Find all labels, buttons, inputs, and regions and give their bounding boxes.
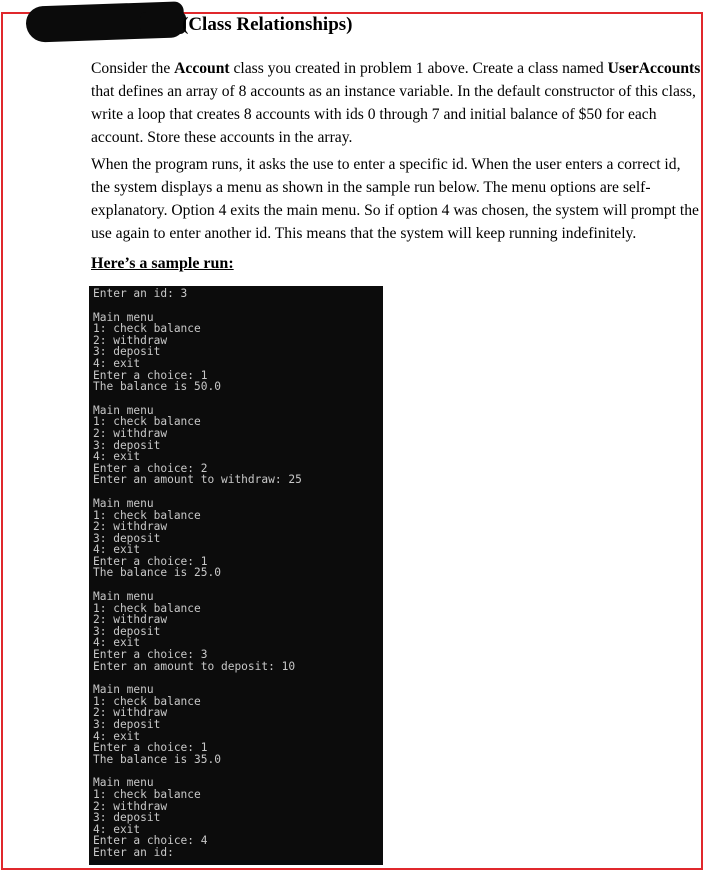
paragraph-intro <box>91 57 701 149</box>
console-line: 3: deposit <box>93 345 161 359</box>
console-line: 3: deposit <box>93 531 161 545</box>
console-line: Main menu <box>93 776 154 790</box>
console-line: 4: exit <box>93 543 141 557</box>
console-line: 1: check balance <box>93 322 201 336</box>
console-line: The balance is 25.0 <box>93 566 221 580</box>
console-line: 1: check balance <box>93 415 201 429</box>
console-line: 4: exit <box>93 636 141 650</box>
console-line: 1: check balance <box>93 508 201 522</box>
console-output <box>89 286 383 865</box>
console-line: 2: withdraw <box>93 520 168 534</box>
console-line: The balance is 50.0 <box>93 380 221 394</box>
console-line: 2: withdraw <box>93 426 168 440</box>
console-line: Enter a choice: 2 <box>93 461 208 475</box>
console-line: Enter an id: <box>93 845 174 859</box>
console-line: Enter a choice: 1 <box>93 554 208 568</box>
console-line: 2: withdraw <box>93 333 168 347</box>
text-run: that defines an array of 8 accounts as an instance variable. In the default constructor of this class, write a loop that creates 8 accounts with ids 0 through 7 and initial balance of $50 for each account. Store these accounts in the array. <box>91 83 696 146</box>
console-line: 3: deposit <box>93 438 161 452</box>
paragraph-behavior: When the program runs, it asks the use to enter a specific id. When the user enters a correct id, the system displays a menu as shown in the sample run below. The menu options are self-explanatory. Option 4 exits the main menu. So if option 4 was chosen, the system will prompt the use again to enter another id. This means that the system will keep running indefinitely. <box>91 156 699 242</box>
console-line: 3: deposit <box>93 718 161 731</box>
bold-class-account: Account <box>174 60 230 77</box>
console-line: 4: exit <box>93 356 141 370</box>
console-line: Main menu <box>93 310 154 324</box>
console-line: Enter a choice: 3 <box>93 648 208 662</box>
console-gap <box>93 393 383 405</box>
console-line: 2: withdraw <box>93 799 168 813</box>
console-line: Enter an amount to withdraw: 25 <box>93 473 302 487</box>
console-line: 4: exit <box>93 450 141 464</box>
console-line: Main menu <box>93 403 154 417</box>
console-line: 1: check balance <box>93 694 201 708</box>
console-line: 4: exit <box>93 822 141 836</box>
console-gap <box>93 300 383 312</box>
console-line: Enter a choice: 1 <box>93 741 208 755</box>
console-line: Enter a choice: 1 <box>93 368 208 382</box>
console-line: The balance is 35.0 <box>93 752 221 766</box>
console-line: Main menu <box>93 496 154 510</box>
text-run: class you created in problem 1 above. Create a class named <box>229 60 608 77</box>
sample-run-heading: Here’s a sample run: <box>91 255 234 272</box>
redacted-mark-tail <box>140 12 186 34</box>
console-line: Main menu <box>93 683 154 697</box>
console-line: 2: withdraw <box>93 613 168 627</box>
console-line: Enter a choice: 4 <box>93 834 208 848</box>
text-run: Consider the <box>91 60 175 77</box>
console-line: 1: check balance <box>93 787 201 801</box>
console-line: 3: deposit <box>93 811 161 825</box>
section-title: (Class Relationships) <box>182 14 353 35</box>
console-line: Main menu <box>93 590 154 604</box>
console-line: 4: exit <box>93 729 141 743</box>
console-line: 3: deposit <box>93 624 161 638</box>
console-line: Enter an amount to deposit: 10 <box>93 659 296 673</box>
bold-class-useraccounts: UserAccounts <box>607 60 701 77</box>
console-line: 1: check balance <box>93 601 201 615</box>
console-line: Enter an id: 3 <box>93 287 188 300</box>
console-line: 2: withdraw <box>93 706 168 720</box>
